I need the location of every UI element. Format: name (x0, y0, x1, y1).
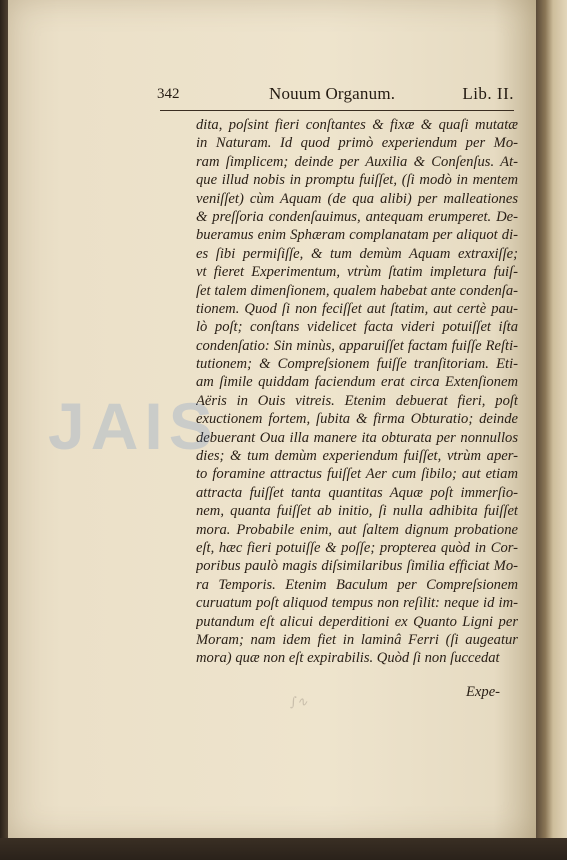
catchword: Expe- (466, 684, 501, 700)
running-title: Nouum Organum. (269, 84, 396, 103)
text-line: nem, quanta fuiſſet ab initio, ſi nulla adhibita fuiſſet (196, 503, 518, 520)
text-line: condenſatio: Sin minùs, apparuiſſet factam fuiſſe Reſti- (196, 337, 518, 354)
text-line: ra Temporis. Etenim Baculum per Compreſsionem (196, 576, 518, 593)
text-line: ram ſimplicem; deinde per Auxilia & Conſenſus. At- (196, 153, 518, 170)
text-line: putandum eſt alicui deperditioni ex Quanto Ligni per (196, 613, 518, 630)
text-line: attracta fuiſſet tanta quantitas Aquæ poſt immerſio- (196, 484, 518, 501)
text-line: curuatum poſt aliquod tempus non reſilit: neque id im- (196, 595, 518, 612)
text-line: es ſibi permiſiſſe, & tum demùm Aquam extraxiſſe; (196, 245, 518, 262)
text-line: debuerant Oua illa manere ita obturata per nonnullos (196, 429, 518, 446)
page-number: 342 (157, 86, 180, 102)
book-binding (536, 0, 567, 860)
pencil-mark: ∫∿ (290, 695, 308, 710)
text-line: dita, poſsint fieri conſtantes & fixæ & quaſi mutatæ (196, 117, 518, 133)
text-line: am ſimile quiddam faciendum erat circa Extenſionem (196, 374, 518, 391)
text-line: poribus paulò magis diſsimilaribus ſimilia efficiat Mo- (196, 558, 518, 575)
text-line: vt fieret Experimentum, vtrùm ſtatim impletura fuiſ- (196, 264, 518, 281)
text-line: eſt, hæc fieri potuiſſe & poſſe; propterea quòd in Cor- (196, 539, 518, 556)
bottom-page-edge (0, 838, 567, 860)
text-line: & preſſoria condenſauimus, antequam erumperet. De- (196, 208, 518, 225)
header-rule (160, 110, 514, 111)
text-line: Moram; nam idem fiet in laminâ Ferri (ſi augeatur (196, 631, 518, 648)
text-line: mora) quæ non eſt expirabilis. Quòd ſi non ſuccedat (196, 650, 500, 667)
text-line: tionem. Quod ſi non feciſſet aut ſtatim, aut certè pau- (196, 300, 518, 317)
text-line: veniſſet) cùm Aquam (de qua alibi) per malleationes (196, 190, 518, 207)
text-line: que illud nobis in promptu fuiſſet, (ſi modò in mentem (196, 172, 518, 189)
text-line: to foramine attractus fuiſſet Aer cum ſibilo; aut etiam (196, 466, 518, 483)
text-line: dies; & tum demùm experiendum fuiſſet, vtrùm aper- (196, 448, 518, 465)
text-line: in Naturam. Id quod primò experiendum per Mo- (196, 135, 518, 152)
text-line: tutionem; & Compreſsionem fuiſſe tranſitoriam. Eti- (196, 356, 518, 373)
text-line: lò poſt; conſtans videlicet facta videri potuiſſet iſta (196, 319, 518, 336)
text-line: ſet talem dimenſionem, qualem habebat ante condenſa- (196, 282, 518, 299)
running-header (157, 84, 514, 106)
watermark: JAIS (48, 389, 219, 463)
text-line: exuctionem fortem, ſubita & firma Obturatio; deinde (196, 411, 518, 428)
text-line: Aëris in Ouis vitreis. Etenim debuerat fieri, poſt (196, 392, 518, 409)
text-line: mora. Probabile enim, aut ſaltem dignum probatione (196, 521, 518, 538)
body-text (196, 116, 518, 668)
left-page-edge (0, 0, 8, 860)
book-label: Lib. II. (462, 84, 514, 103)
text-line: bueramus enim Sphæram complanatam per aliquot di- (196, 227, 518, 244)
